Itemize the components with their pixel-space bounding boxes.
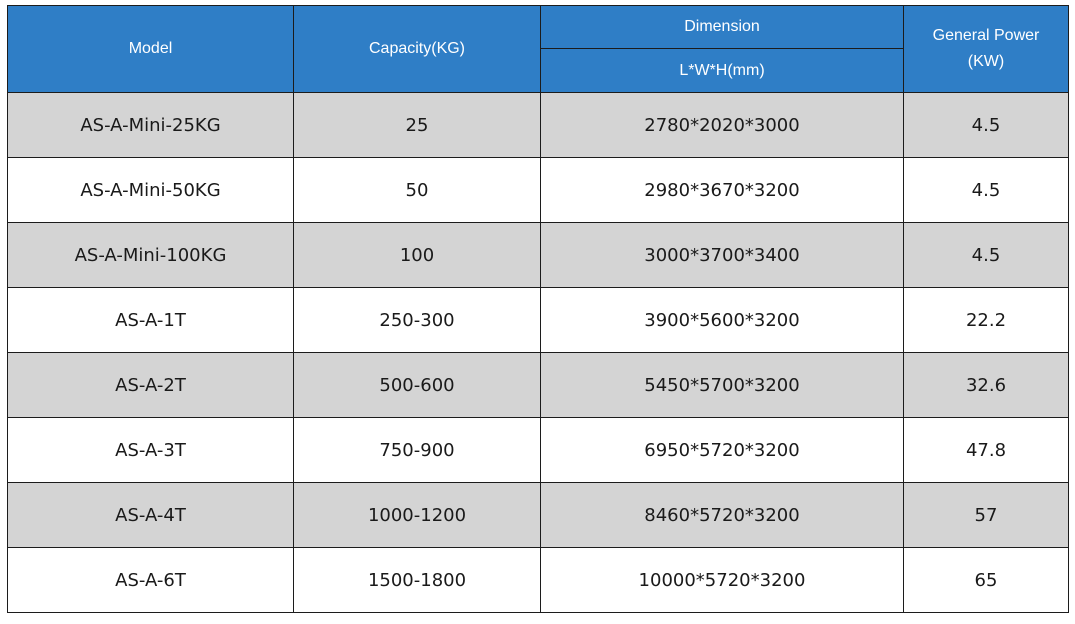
header-model: Model [8,6,294,93]
cell-capacity: 750-900 [294,418,541,483]
cell-dimension: 6950*5720*3200 [541,418,904,483]
header-power-line2: (KW) [967,53,1005,70]
cell-capacity: 500-600 [294,353,541,418]
table-row [8,483,1069,548]
table-row [8,93,1069,158]
header-dimension: Dimension [541,6,904,49]
cell-power: 4.5 [904,93,1069,158]
table-row [8,288,1069,353]
cell-capacity: 25 [294,93,541,158]
table-row [8,353,1069,418]
cell-model: AS-A-3T [8,418,294,483]
cell-dimension: 3900*5600*3200 [541,288,904,353]
cell-capacity: 50 [294,158,541,223]
cell-dimension: 3000*3700*3400 [541,223,904,288]
cell-dimension: 5450*5700*3200 [541,353,904,418]
cell-model: AS-A-4T [8,483,294,548]
cell-dimension: 2780*2020*3000 [541,93,904,158]
cell-capacity: 1500-1800 [294,548,541,613]
header-power-line1: General Power [932,27,1040,44]
cell-power: 22.2 [904,288,1069,353]
cell-capacity: 100 [294,223,541,288]
table-row [8,548,1069,613]
cell-capacity: 1000-1200 [294,483,541,548]
cell-dimension: 10000*5720*3200 [541,548,904,613]
cell-power: 32.6 [904,353,1069,418]
cell-power: 47.8 [904,418,1069,483]
table-row [8,158,1069,223]
spec-table-container [7,5,1068,613]
cell-power: 4.5 [904,158,1069,223]
cell-model: AS-A-Mini-100KG [8,223,294,288]
spec-table [7,5,1069,613]
cell-model: AS-A-2T [8,353,294,418]
cell-model: AS-A-6T [8,548,294,613]
cell-dimension: 8460*5720*3200 [541,483,904,548]
cell-model: AS-A-Mini-25KG [8,93,294,158]
cell-power: 4.5 [904,223,1069,288]
table-row [8,418,1069,483]
cell-power: 65 [904,548,1069,613]
cell-model: AS-A-Mini-50KG [8,158,294,223]
header-dimension-unit: L*W*H(mm) [541,49,904,93]
header-power [904,6,1069,93]
cell-capacity: 250-300 [294,288,541,353]
cell-dimension: 2980*3670*3200 [541,158,904,223]
table-row [8,223,1069,288]
cell-power: 57 [904,483,1069,548]
header-capacity: Capacity(KG) [294,6,541,93]
cell-model: AS-A-1T [8,288,294,353]
